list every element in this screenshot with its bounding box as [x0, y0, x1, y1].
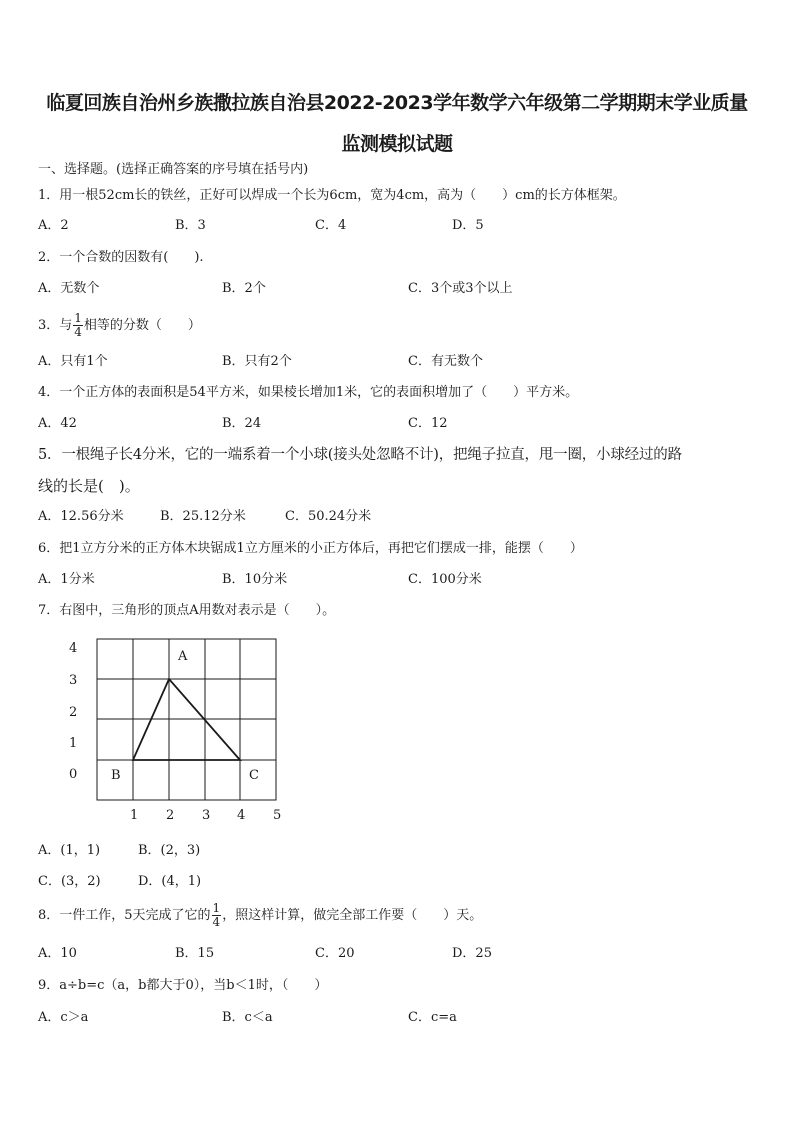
question-9-stem: 9．a÷b=c（a，b都大于0），当b＜1时，（ ）: [38, 978, 328, 993]
q8-option-b: B．15: [175, 946, 215, 961]
q8-fraction-numerator: 1: [212, 901, 221, 915]
q4-option-b: B．24: [222, 416, 262, 431]
question-7-stem: 7．右图中，三角形的顶点A用数对表示是（ ）。: [38, 603, 336, 618]
q7-option-a: A．(1，1): [38, 843, 101, 858]
q9-option-a: A．c＞a: [38, 1010, 89, 1025]
question-4-stem: 4．一个正方体的表面积是54平方米，如果棱长增加1米，它的表面积增加了（ ）平方米。: [38, 385, 579, 400]
y-tick-1: 1: [69, 736, 78, 751]
q5-option-a: A．12.56分米: [38, 509, 124, 524]
q4-option-c: C．12: [408, 416, 448, 431]
x-tick-1: 1: [130, 808, 139, 823]
q6-option-b: B．10分米: [222, 572, 288, 587]
q4-option-a: A．42: [38, 416, 77, 431]
q7-option-c: C．(3，2): [38, 874, 101, 889]
point-label-b: B: [111, 768, 121, 783]
q8-option-d: D．25: [452, 946, 492, 961]
q9-option-b: B．c＜a: [222, 1010, 273, 1025]
q5-option-c: C．50.24分米: [285, 509, 372, 524]
q8-option-a: A．10: [38, 946, 77, 961]
q1-option-b: B．3: [175, 218, 206, 233]
q8-prefix: 8．一件工作，5天完成了它的: [38, 908, 211, 923]
y-tick-2: 2: [69, 705, 78, 720]
q3-suffix: 相等的分数（ ）: [83, 318, 201, 333]
y-tick-0: 0: [69, 767, 78, 782]
q2-option-b: B．2个: [222, 281, 266, 296]
q9-option-c: C．c=a: [408, 1010, 457, 1025]
q1-option-d: D．5: [452, 218, 484, 233]
y-tick-3: 3: [69, 673, 78, 688]
question-2-stem: 2．一个合数的因数有( ).: [38, 250, 204, 265]
q1-option-a: A．2: [38, 218, 69, 233]
q3-option-c: C．有无数个: [408, 354, 483, 369]
exam-title-line1: 临夏回族自治州乡族撒拉族自治县2022-2023学年数学六年级第二学期期末学业质量: [46, 92, 748, 114]
q3-fraction-numerator: 1: [74, 311, 82, 325]
q7-option-d: D．(4，1): [138, 874, 202, 889]
question-5-stem-line1: 5．一根绳子长4分米，它的一端系着一个小球(接头处忽略不计)，把绳子拉直，甩一圈，小球经过的路: [38, 447, 682, 463]
point-label-c: C: [249, 768, 259, 783]
q2-option-a: A．无数个: [38, 281, 100, 296]
point-label-a: A: [178, 649, 188, 664]
exam-title-line2: 监测模拟试题: [341, 133, 453, 155]
x-tick-4: 4: [237, 808, 246, 823]
q2-option-c: C．3个或3个以上: [408, 281, 513, 296]
q8-fraction-denominator: 4: [212, 915, 221, 929]
q1-option-c: C．4: [315, 218, 347, 233]
q7-option-b: B．(2，3): [138, 843, 201, 858]
x-tick-3: 3: [202, 808, 211, 823]
q8-fraction: [212, 902, 222, 929]
question-1-stem: 1．用一根52cm长的铁丝，正好可以焊成一个长为6cm，宽为4cm，高为（ ）cm的长方体框架。: [38, 188, 626, 203]
q6-option-c: C．100分米: [408, 572, 482, 587]
x-tick-2: 2: [166, 808, 175, 823]
q3-fraction-denominator: 4: [74, 325, 82, 339]
y-tick-4: 4: [69, 641, 78, 656]
question-6-stem: 6．把1立方分米的正方体木块锯成1立方厘米的小正方体后，再把它们摆成一排，能摆（ ）: [38, 541, 583, 556]
question-8-stem: [38, 902, 482, 930]
section-heading: 一、选择题。(选择正确答案的序号填在括号内): [38, 162, 309, 177]
q3-prefix: 3．与: [38, 318, 73, 333]
x-tick-5: 5: [273, 808, 282, 823]
q8-suffix: ，照这样计算，做完全部工作要（ ）天。: [222, 908, 483, 923]
question-5-stem-line2: 线的长是( )。: [38, 477, 140, 495]
q3-option-a: A．只有1个: [38, 354, 108, 369]
q8-option-c: C．20: [315, 946, 355, 961]
q5-option-b: B．25.12分米: [160, 509, 246, 524]
q6-option-a: A．1分米: [38, 572, 95, 587]
q3-option-b: B．只有2个: [222, 354, 292, 369]
